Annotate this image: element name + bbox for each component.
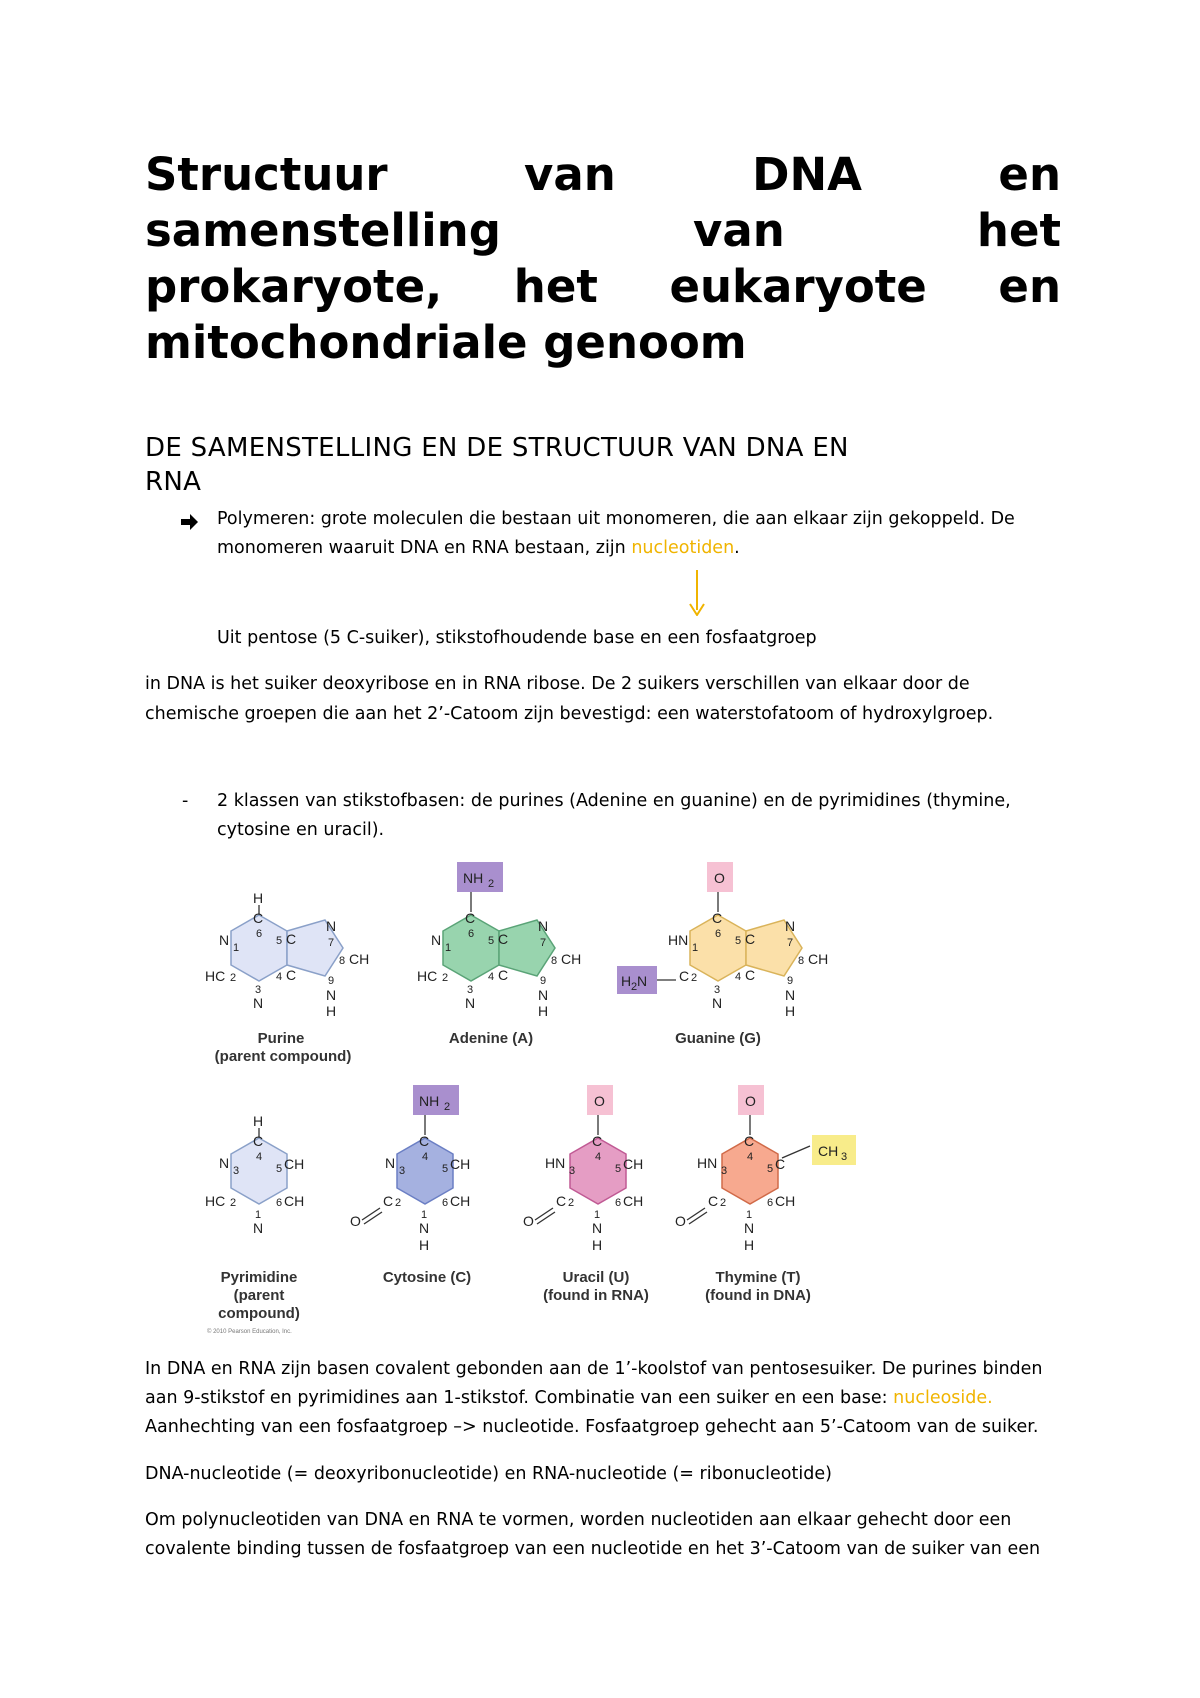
- svg-text:CH: CH: [623, 1193, 644, 1209]
- bullet-text-line-2: [217, 534, 740, 563]
- svg-text:4: 4: [256, 1151, 263, 1163]
- svg-text:4: 4: [488, 971, 495, 983]
- svg-text:1: 1: [594, 1209, 601, 1221]
- svg-text:N: N: [538, 918, 549, 934]
- svg-text:C: C: [679, 968, 690, 984]
- svg-text:N: N: [326, 918, 337, 934]
- guanine-structure: [617, 862, 828, 1019]
- p1-text: aan 9-stikstof en pyrimidines aan 1-stikstof. Combinatie van een suiker en een base:: [145, 1388, 894, 1408]
- svg-text:3: 3: [841, 1151, 848, 1163]
- guanine-label: Guanine (G): [675, 1030, 761, 1047]
- p2: DNA-nucleotide (= deoxyribonucleotide) en RNA-nucleotide (= ribonucleotide): [145, 1464, 832, 1484]
- svg-text:N: N: [419, 1220, 430, 1236]
- svg-text:O: O: [745, 1093, 756, 1109]
- svg-text:8: 8: [551, 955, 558, 967]
- svg-text:CH: CH: [775, 1193, 796, 1209]
- svg-text:CH: CH: [450, 1156, 471, 1172]
- page-title-line-1: [145, 147, 1061, 203]
- svg-text:4: 4: [422, 1151, 429, 1163]
- nucleoside-highlight: nucleoside.: [893, 1388, 993, 1408]
- pyrimidine-sublabel-2: compound): [218, 1305, 300, 1322]
- title-word: het: [513, 260, 598, 313]
- svg-text:2: 2: [631, 981, 638, 993]
- p1-line-3: Aanhechting van een fosfaatgroep –> nucleotide. Fosfaatgroep gehecht aan 5’-Catoom van de suiker.: [145, 1417, 1039, 1437]
- svg-text:H: H: [621, 973, 632, 989]
- p3-line-1: Om polynucleotiden van DNA en RNA te vormen, worden nucleotiden aan elkaar gehecht door een: [145, 1510, 1012, 1530]
- svg-text:CH: CH: [623, 1156, 644, 1172]
- svg-text:3: 3: [714, 984, 721, 996]
- svg-text:C: C: [775, 1156, 786, 1172]
- bullet-period: .: [734, 538, 740, 558]
- svg-text:CH: CH: [808, 951, 829, 967]
- svg-text:HN: HN: [697, 1155, 718, 1171]
- svg-text:N: N: [744, 1220, 755, 1236]
- svg-text:C: C: [253, 1133, 264, 1149]
- svg-text:7: 7: [540, 937, 547, 949]
- svg-text:6: 6: [276, 1197, 283, 1209]
- svg-text:6: 6: [767, 1197, 774, 1209]
- svg-text:C: C: [712, 910, 723, 926]
- svg-text:1: 1: [692, 942, 699, 954]
- svg-text:3: 3: [467, 984, 474, 996]
- svg-text:H: H: [253, 1113, 264, 1129]
- title-word: en: [998, 260, 1061, 313]
- svg-text:C: C: [708, 1193, 719, 1209]
- svg-text:4: 4: [595, 1151, 602, 1163]
- svg-text:1: 1: [255, 1209, 262, 1221]
- nitrogenous-bases-figure: [195, 858, 895, 1338]
- thymine-structure: [675, 1085, 856, 1253]
- svg-text:N: N: [637, 973, 648, 989]
- svg-text:5: 5: [488, 935, 495, 947]
- svg-text:C: C: [498, 967, 509, 983]
- sugar-paragraph-line-1: in DNA is het suiker deoxyribose en in RNA ribose. De 2 suikers verschillen van elkaar door de: [145, 674, 970, 694]
- figure-copyright: © 2010 Pearson Education, Inc.: [207, 1329, 292, 1335]
- svg-text:CH: CH: [818, 1143, 839, 1159]
- svg-text:6: 6: [468, 928, 475, 940]
- svg-text:H: H: [326, 1003, 337, 1019]
- title-word: van: [524, 148, 616, 201]
- title-word: Structuur: [145, 148, 388, 201]
- thymine-sublabel: (found in DNA): [705, 1287, 811, 1304]
- svg-text:O: O: [714, 870, 725, 886]
- purine-structure: [205, 890, 369, 1019]
- svg-text:NH: NH: [463, 870, 484, 886]
- svg-text:2: 2: [442, 972, 449, 984]
- p1-line-2: [145, 1384, 993, 1413]
- svg-text:6: 6: [715, 928, 722, 940]
- purine-sublabel: (parent compound): [214, 1048, 352, 1065]
- svg-text:4: 4: [276, 971, 283, 983]
- svg-text:C: C: [592, 1133, 603, 1149]
- svg-text:2: 2: [568, 1197, 575, 1209]
- svg-text:2: 2: [395, 1197, 402, 1209]
- svg-text:5: 5: [767, 1163, 774, 1175]
- svg-text:7: 7: [787, 937, 794, 949]
- svg-text:7: 7: [328, 937, 335, 949]
- svg-text:C: C: [744, 1133, 755, 1149]
- svg-text:C: C: [286, 967, 297, 983]
- svg-text:3: 3: [233, 1165, 240, 1177]
- svg-text:C: C: [465, 910, 476, 926]
- svg-text:HN: HN: [545, 1155, 566, 1171]
- svg-text:N: N: [465, 995, 476, 1011]
- svg-text:1: 1: [233, 942, 240, 954]
- svg-text:N: N: [431, 932, 442, 948]
- svg-text:2: 2: [230, 1197, 237, 1209]
- svg-text:1: 1: [445, 942, 452, 954]
- page-title-line-3: [145, 259, 1061, 315]
- svg-text:C: C: [383, 1193, 394, 1209]
- adenine-structure: [417, 862, 581, 1019]
- svg-text:N: N: [785, 987, 796, 1003]
- svg-text:O: O: [675, 1213, 686, 1229]
- svg-text:3: 3: [721, 1165, 728, 1177]
- svg-text:C: C: [253, 910, 264, 926]
- svg-text:NH: NH: [419, 1093, 440, 1109]
- svg-text:CH: CH: [561, 951, 582, 967]
- svg-text:2: 2: [488, 878, 495, 890]
- svg-text:5: 5: [615, 1163, 622, 1175]
- svg-text:2: 2: [444, 1101, 451, 1113]
- svg-text:H: H: [419, 1237, 430, 1253]
- svg-text:9: 9: [540, 975, 547, 987]
- nucleotiden-highlight: nucleotiden: [631, 538, 735, 558]
- svg-text:3: 3: [255, 984, 262, 996]
- purine-label: Purine: [257, 1030, 305, 1047]
- svg-text:1: 1: [746, 1209, 753, 1221]
- uracil-sublabel: (found in RNA): [543, 1287, 649, 1304]
- svg-text:5: 5: [442, 1163, 449, 1175]
- svg-text:N: N: [219, 932, 230, 948]
- page-title-line-2: [145, 203, 1061, 259]
- svg-text:2: 2: [720, 1197, 727, 1209]
- svg-text:N: N: [385, 1155, 396, 1171]
- thymine-label: Thymine (T): [715, 1269, 801, 1286]
- svg-text:N: N: [592, 1220, 603, 1236]
- sugar-paragraph-line-2: chemische groepen die aan het 2’-Catoom zijn bevestigd: een waterstofatoom of hydroxylgroep.: [145, 704, 994, 724]
- page-title-line-4: mitochondriale genoom: [145, 316, 747, 369]
- svg-text:O: O: [350, 1213, 361, 1229]
- pyrimidine-label: Pyrimidine: [220, 1269, 298, 1286]
- svg-text:C: C: [498, 931, 509, 947]
- p1-line-1: In DNA en RNA zijn basen covalent gebonden aan de 1’-koolstof van pentosesuiker. De purines binden: [145, 1359, 1043, 1379]
- svg-text:9: 9: [328, 975, 335, 987]
- svg-text:H: H: [538, 1003, 549, 1019]
- svg-text:H: H: [253, 890, 264, 906]
- svg-text:5: 5: [276, 935, 283, 947]
- svg-text:HC: HC: [417, 968, 438, 984]
- svg-text:N: N: [712, 995, 723, 1011]
- svg-text:H: H: [785, 1003, 796, 1019]
- title-word: van: [693, 204, 785, 257]
- svg-text:N: N: [785, 918, 796, 934]
- svg-text:H: H: [592, 1237, 603, 1253]
- title-word: DNA: [752, 148, 863, 201]
- svg-text:3: 3: [399, 1165, 406, 1177]
- dash-item-line-2: cytosine en uracil).: [217, 820, 385, 840]
- svg-text:CH: CH: [284, 1156, 305, 1172]
- svg-text:5: 5: [276, 1163, 283, 1175]
- down-arrow-icon: [688, 570, 706, 616]
- svg-text:2: 2: [691, 972, 698, 984]
- svg-text:N: N: [219, 1155, 230, 1171]
- svg-text:6: 6: [615, 1197, 622, 1209]
- pyrimidine-structure: [205, 1113, 304, 1236]
- cytosine-label: Cytosine (C): [382, 1269, 472, 1286]
- cytosine-structure: [350, 1085, 470, 1253]
- svg-text:C: C: [556, 1193, 567, 1209]
- svg-text:O: O: [523, 1213, 534, 1229]
- svg-text:1: 1: [421, 1209, 428, 1221]
- dash-marker: -: [182, 791, 189, 811]
- pyrimidine-sublabel-1: (parent: [233, 1287, 285, 1304]
- uracil-label: Uracil (U): [562, 1269, 630, 1286]
- svg-text:HC: HC: [205, 968, 226, 984]
- svg-text:CH: CH: [349, 951, 370, 967]
- svg-text:N: N: [253, 1220, 264, 1236]
- svg-text:8: 8: [339, 955, 346, 967]
- svg-text:3: 3: [569, 1165, 576, 1177]
- title-word: samenstelling: [145, 204, 501, 257]
- svg-text:6: 6: [442, 1197, 449, 1209]
- svg-text:4: 4: [735, 971, 742, 983]
- svg-text:HC: HC: [205, 1193, 226, 1209]
- svg-text:C: C: [286, 931, 297, 947]
- section-heading-line-1: DE SAMENSTELLING EN DE STRUCTUUR VAN DNA EN: [145, 433, 849, 463]
- svg-text:8: 8: [798, 955, 805, 967]
- bullet-text: monomeren waaruit DNA en RNA bestaan, zijn: [217, 538, 632, 558]
- title-word: en: [998, 148, 1061, 201]
- title-word: eukaryote: [669, 260, 927, 313]
- svg-text:6: 6: [256, 928, 263, 940]
- svg-text:4: 4: [747, 1151, 754, 1163]
- svg-text:C: C: [745, 931, 756, 947]
- uracil-structure: [523, 1085, 643, 1253]
- svg-text:O: O: [594, 1093, 605, 1109]
- svg-text:9: 9: [787, 975, 794, 987]
- title-word: prokaryote,: [145, 260, 443, 313]
- section-heading-line-2: RNA: [145, 467, 202, 497]
- svg-text:HN: HN: [668, 932, 689, 948]
- svg-text:N: N: [538, 987, 549, 1003]
- svg-text:C: C: [419, 1133, 430, 1149]
- svg-text:N: N: [253, 995, 264, 1011]
- svg-text:CH: CH: [450, 1193, 471, 1209]
- title-word: het: [976, 204, 1061, 257]
- dash-item-line-1: 2 klassen van stikstofbasen: de purines (Adenine en guanine) en de pyrimidines (thymine,: [217, 791, 1011, 811]
- p3-line-2: covalente binding tussen de fosfaatgroep van een nucleotide en het 3’-Catoom van de suiker van een: [145, 1539, 1041, 1559]
- bullet-text-line-1: Polymeren: grote moleculen die bestaan uit monomeren, die aan elkaar zijn gekoppeld. De: [217, 509, 1015, 529]
- svg-text:5: 5: [735, 935, 742, 947]
- adenine-label: Adenine (A): [448, 1030, 534, 1047]
- svg-text:N: N: [326, 987, 337, 1003]
- nucleotide-components: Uit pentose (5 C-suiker), stikstofhoudende base en een fosfaatgroep: [217, 628, 817, 648]
- arrow-bullet-icon: [180, 512, 200, 532]
- svg-text:H: H: [744, 1237, 755, 1253]
- svg-text:CH: CH: [284, 1193, 305, 1209]
- svg-text:C: C: [745, 967, 756, 983]
- svg-text:2: 2: [230, 972, 237, 984]
